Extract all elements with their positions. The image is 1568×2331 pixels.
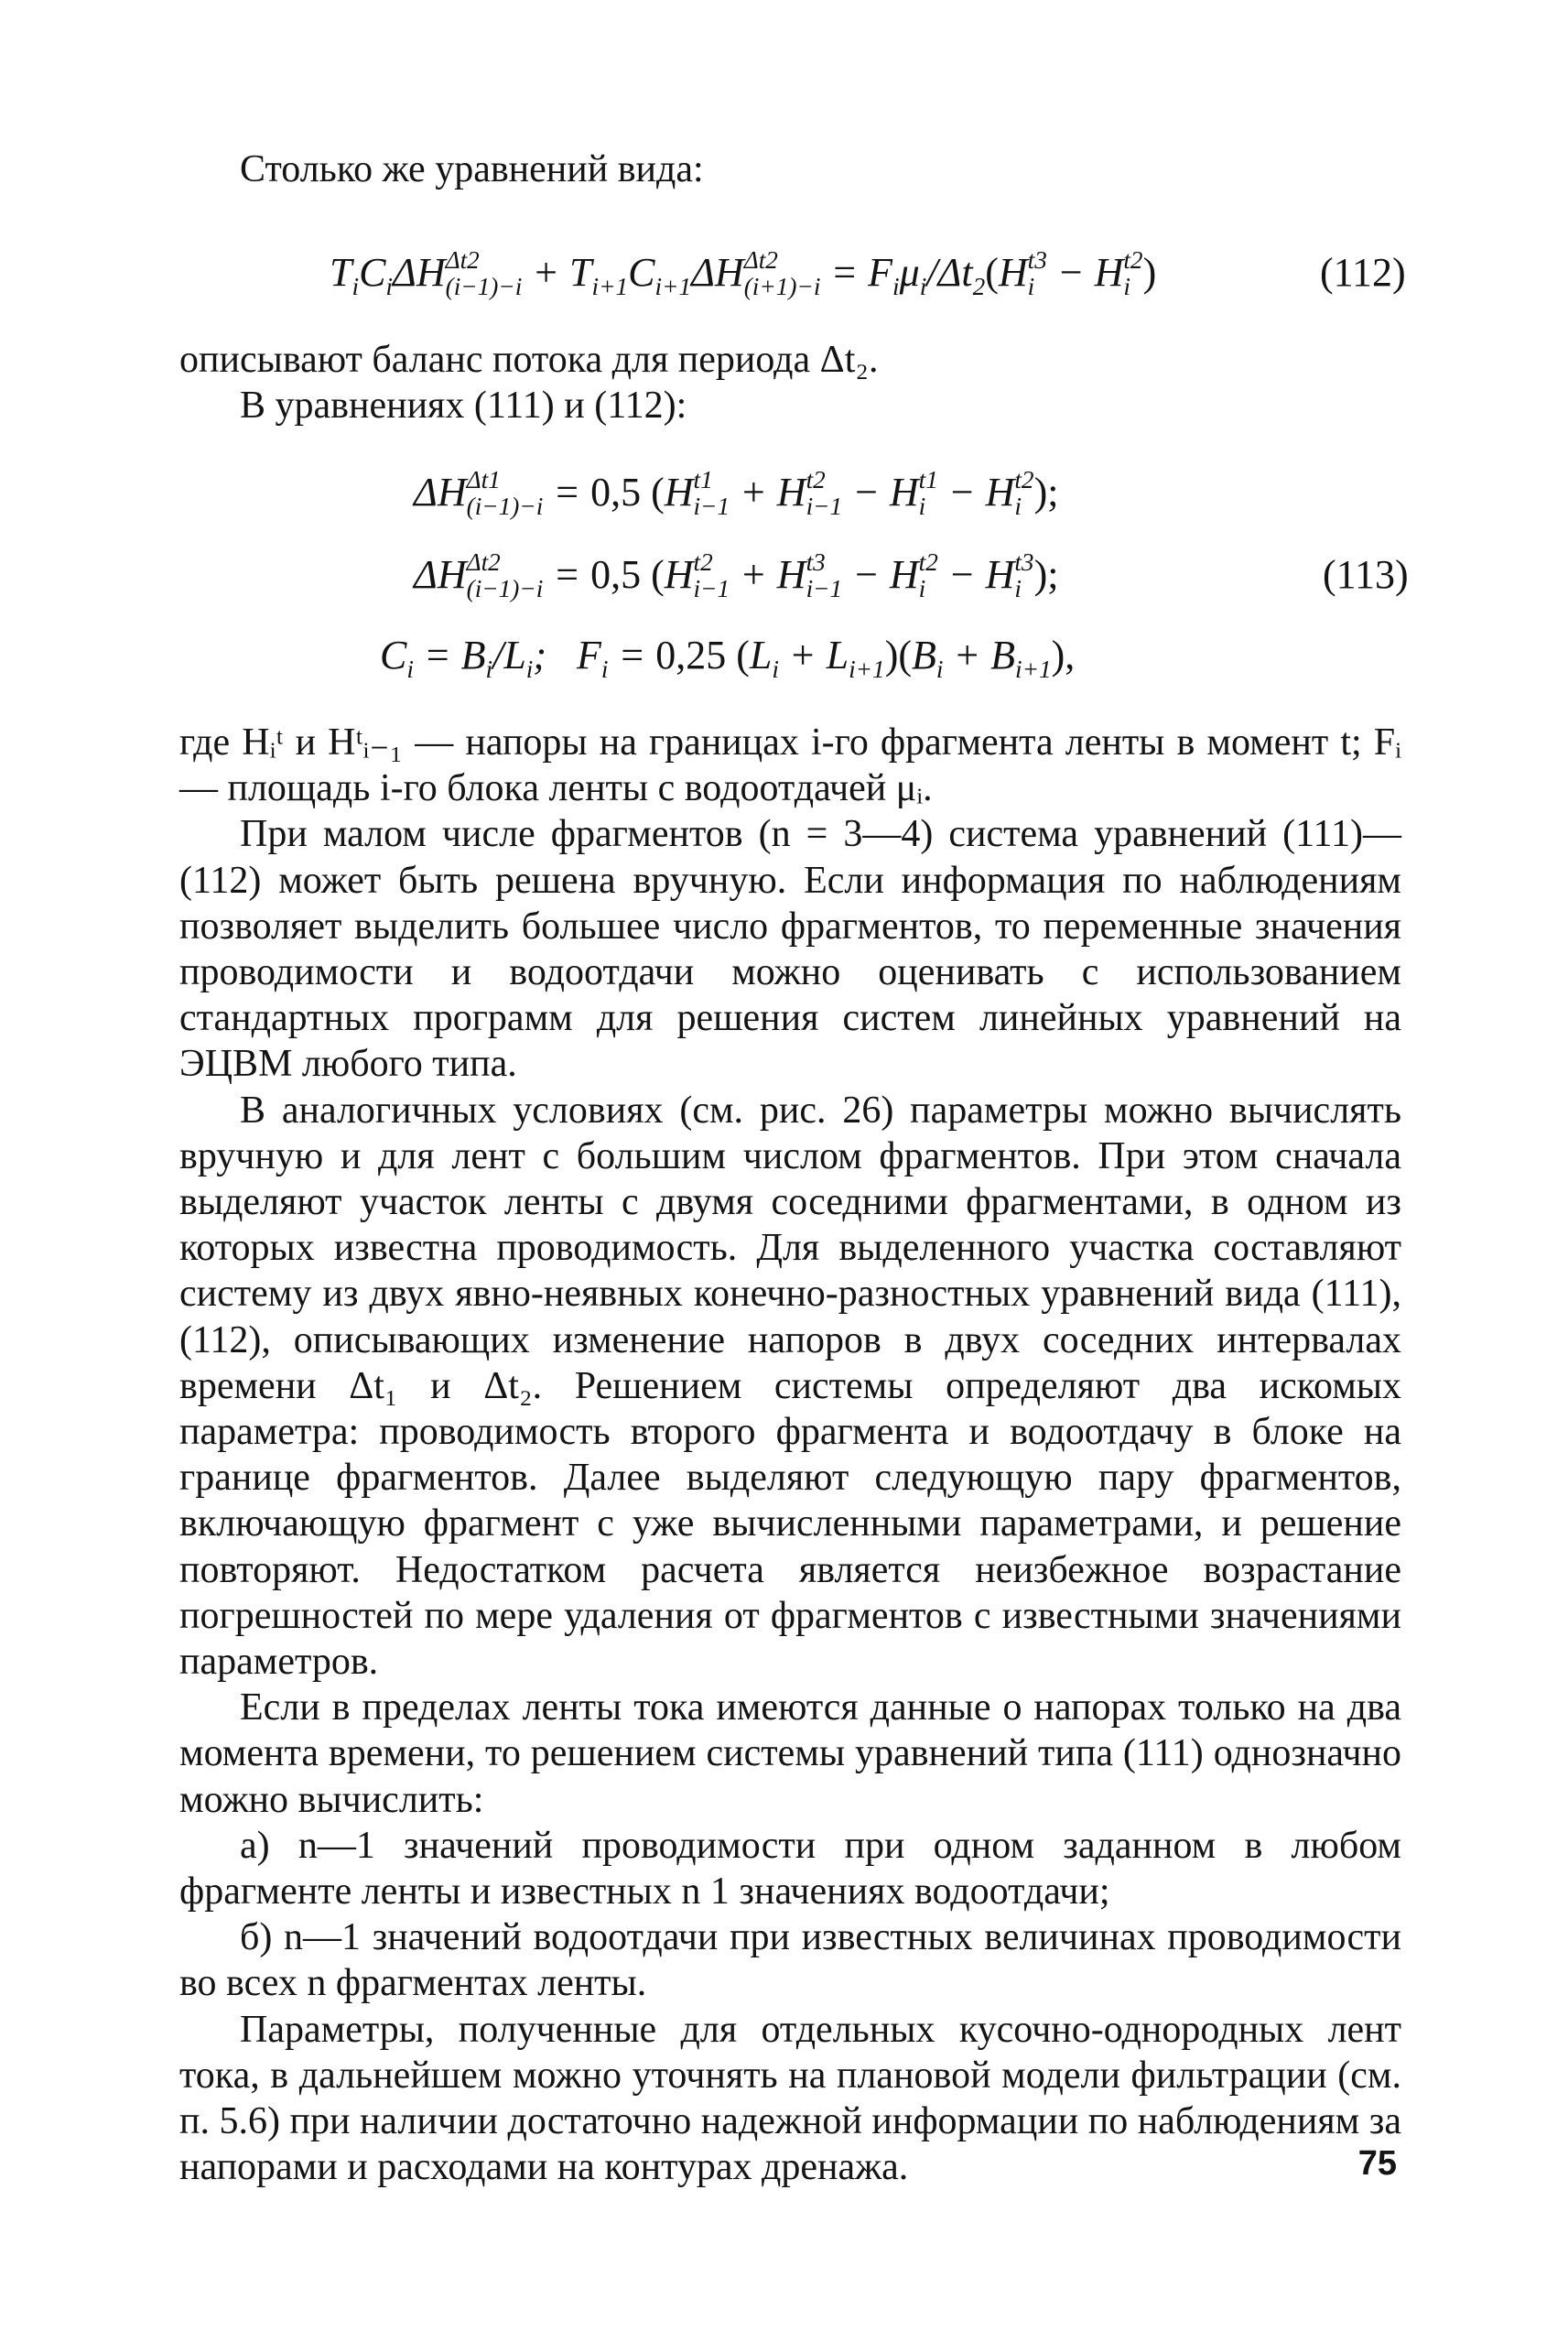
paragraph-analog: В аналогичных условиях (см. рис. 26) параметры можно вычислять вручную и для лент с большим числом фрагментов. При этом сначала выделяют участок ленты с двумя соседними фрагментами, в одном из которых известна проводимость. Для выделенного участка составляют систему из двух явно-неявных конечно-разностных уравнений вида (111), (112), описывающих изменение напоров в двух соседних интервалах времени Δt₁ и Δt₂. Решением системы определяют два искомых параметра: проводимость второго фрагмента и водоотдачу в блоке на границе фрагментов. Далее выделяют следующую пару фрагментов, включающую фрагмент с уже вычисленными параметрами, и решение повторяют. Недостатком расчета является неизбежное возрастание погрешностей по мере удаления от фрагментов с известными значениями параметров. xyxy=(179,1089,1401,1684)
paragraph-small-count: При малом числе фрагментов (n = 3—4) система уравнений (111)—(112) может быть решена вручную. Если информация по наблюдениям позволяет выделить большее число фрагментов, то переменные значения проводимости и водоотдачи можно оценивать с использованием стандартных программ для решения систем линейных уравнений на ЭЦВМ любого типа. xyxy=(179,813,1401,1086)
paragraph-two-moments: Если в пределах ленты тока имеются данные о напорах только на два момента времени, то решением системы уравнений типа (111) однозначно можно вычислить: xyxy=(179,1686,1401,1821)
equation-113-row1: ΔH Δt1 (i−1)−i = 0,5 (H t1 i−1 + H t2 i−1 − H t1 i − H t2 i ); xyxy=(414,466,1059,520)
in-equations-text: В уравнениях (111) и (112): xyxy=(240,385,687,428)
equation-112: $T_iC_i\Delta H$ Δt2 (i−1)−i + $T_{i+1}C_{i+1}\Delta H$ Δt2 (i+1)−i = $F_i\mu_i/\Delta t_2(H$ t3 i − H t2 i ) xyxy=(330,246,1157,300)
intro-line xyxy=(179,146,1401,192)
after-112-text: описывают баланс потока для периода Δt₂. xyxy=(179,339,879,381)
list-item-a: а) n—1 значений проводимости при одном заданном в любом фрагменте ленты и известных n 1 значениях водоотдачи; xyxy=(179,1824,1401,1914)
page-number: 75 xyxy=(1357,2144,1397,2183)
intro-text: Столько же уравнений вида: xyxy=(240,148,704,190)
equation-112-number: (112) xyxy=(1320,250,1406,295)
after-112-block xyxy=(179,337,1401,428)
equation-113-row3: $C_i = B_i/L_i$; $F_i = 0,25$ $(L_i + L_{i+1})(B_i + B_{i+1})$, xyxy=(380,633,1076,683)
list-item-b: б) n—1 значений водоотдачи при известных величинах проводимости во всех n фрагментах ленты. xyxy=(179,1916,1401,2005)
where-paragraph: где Hᵢᵗ и Hᵗᵢ₋₁ — напоры на границах i-го фрагмента ленты в момент t; Fᵢ — площадь i-го блока ленты с водоотдачей μᵢ. xyxy=(179,721,1401,810)
equation-113-row2: ΔH Δt2 (i−1)−i = 0,5 (H t2 i−1 + H t3 i−1 − H t2 i − H t3 i ); xyxy=(414,548,1059,602)
body-text xyxy=(179,720,1401,2191)
equation-113-number: (113) xyxy=(1323,552,1409,597)
paragraph-params: Параметры, полученные для отдельных кусочно-однородных лент тока, в дальнейшем можно уточнять на плановой модели фильтрации (см. п. 5.6) при наличии достаточно надежной информации по наблюдениям за напорами и расходами на контурах дренажа. xyxy=(179,2008,1401,2189)
